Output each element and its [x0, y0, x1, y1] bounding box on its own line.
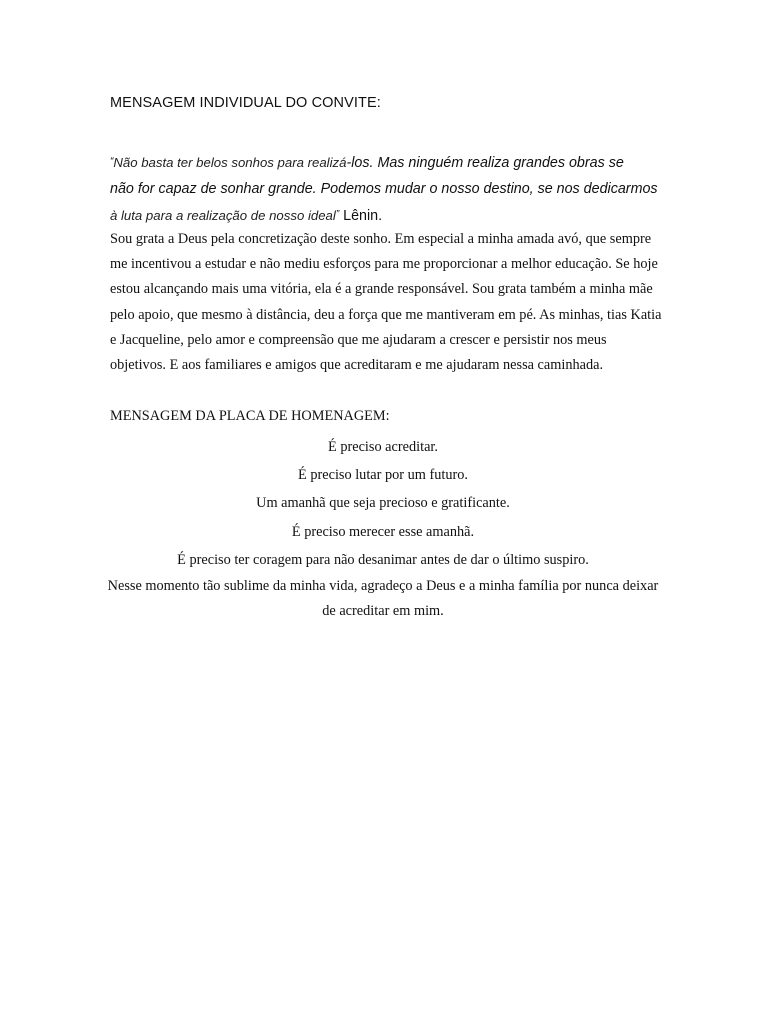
plaque-closing-line: Nesse momento tão sublime da minha vida, agradeço a Deus e a minha família por nunca deixar: [107, 578, 659, 595]
quote-close-mark: ”: [335, 209, 340, 220]
plaque-message: [100, 433, 666, 624]
quote-line-3-light: à luta para a realização de nosso ideal: [110, 208, 336, 223]
quote-line-1-regular: -los. Mas ninguém realiza grandes obras se: [346, 155, 624, 171]
plaque-heading: MENSAGEM DA PLACA DE HOMENAGEM:: [110, 408, 390, 424]
invite-quote: [110, 149, 670, 230]
paragraph-line: pelo apoio, que mesmo à distância, deu a força que me mantiveram em pé. As minhas, tias Katia: [110, 306, 662, 323]
plaque-line: É preciso lutar por um futuro.: [298, 467, 468, 484]
quote-line: [110, 177, 670, 203]
quote-line-2-regular: não for capaz de sonhar grande. Podemos mudar o nosso destino, se nos dedicarmos: [110, 180, 658, 197]
quote-line-1-light: Não basta ter belos sonhos para realizá: [113, 155, 347, 170]
plaque-line: Um amanhã que seja precioso e gratificante.: [256, 495, 510, 512]
thanks-paragraph: [110, 227, 662, 378]
plaque-closing-line: de acreditar em mim.: [322, 603, 444, 620]
paragraph-line: estou alcançando mais uma vitória, ela é a grande responsável. Sou grata também a minha mãe: [110, 281, 653, 298]
plaque-line: É preciso ter coragem para não desanimar antes de dar o último suspiro.: [177, 551, 589, 568]
plaque-closing: [100, 574, 666, 624]
paragraph-line: me incentivou a estudar e não mediu esforços para me proporcionar a melhor educação. Se hoje: [110, 256, 658, 273]
quote-line: [110, 202, 670, 230]
quote-open-mark: “: [110, 156, 114, 167]
quote-author: Lênin.: [339, 208, 383, 224]
paragraph-line: Sou grata a Deus pela concretização deste sonho. Em especial a minha amada avó, que sempre: [110, 231, 652, 247]
plaque-line: É preciso acreditar.: [328, 439, 438, 455]
quote-line: [110, 149, 670, 177]
plaque-line: É preciso merecer esse amanhã.: [291, 523, 475, 540]
paragraph-line: e Jacqueline, pelo amor e compreensão que me ajudaram a crescer e persistir nos meus: [110, 331, 607, 348]
paragraph-line: objetivos. E aos familiares e amigos que acreditaram e me ajudaram nessa caminhada.: [110, 357, 604, 374]
invite-heading: MENSAGEM INDIVIDUAL DO CONVITE:: [110, 95, 381, 111]
